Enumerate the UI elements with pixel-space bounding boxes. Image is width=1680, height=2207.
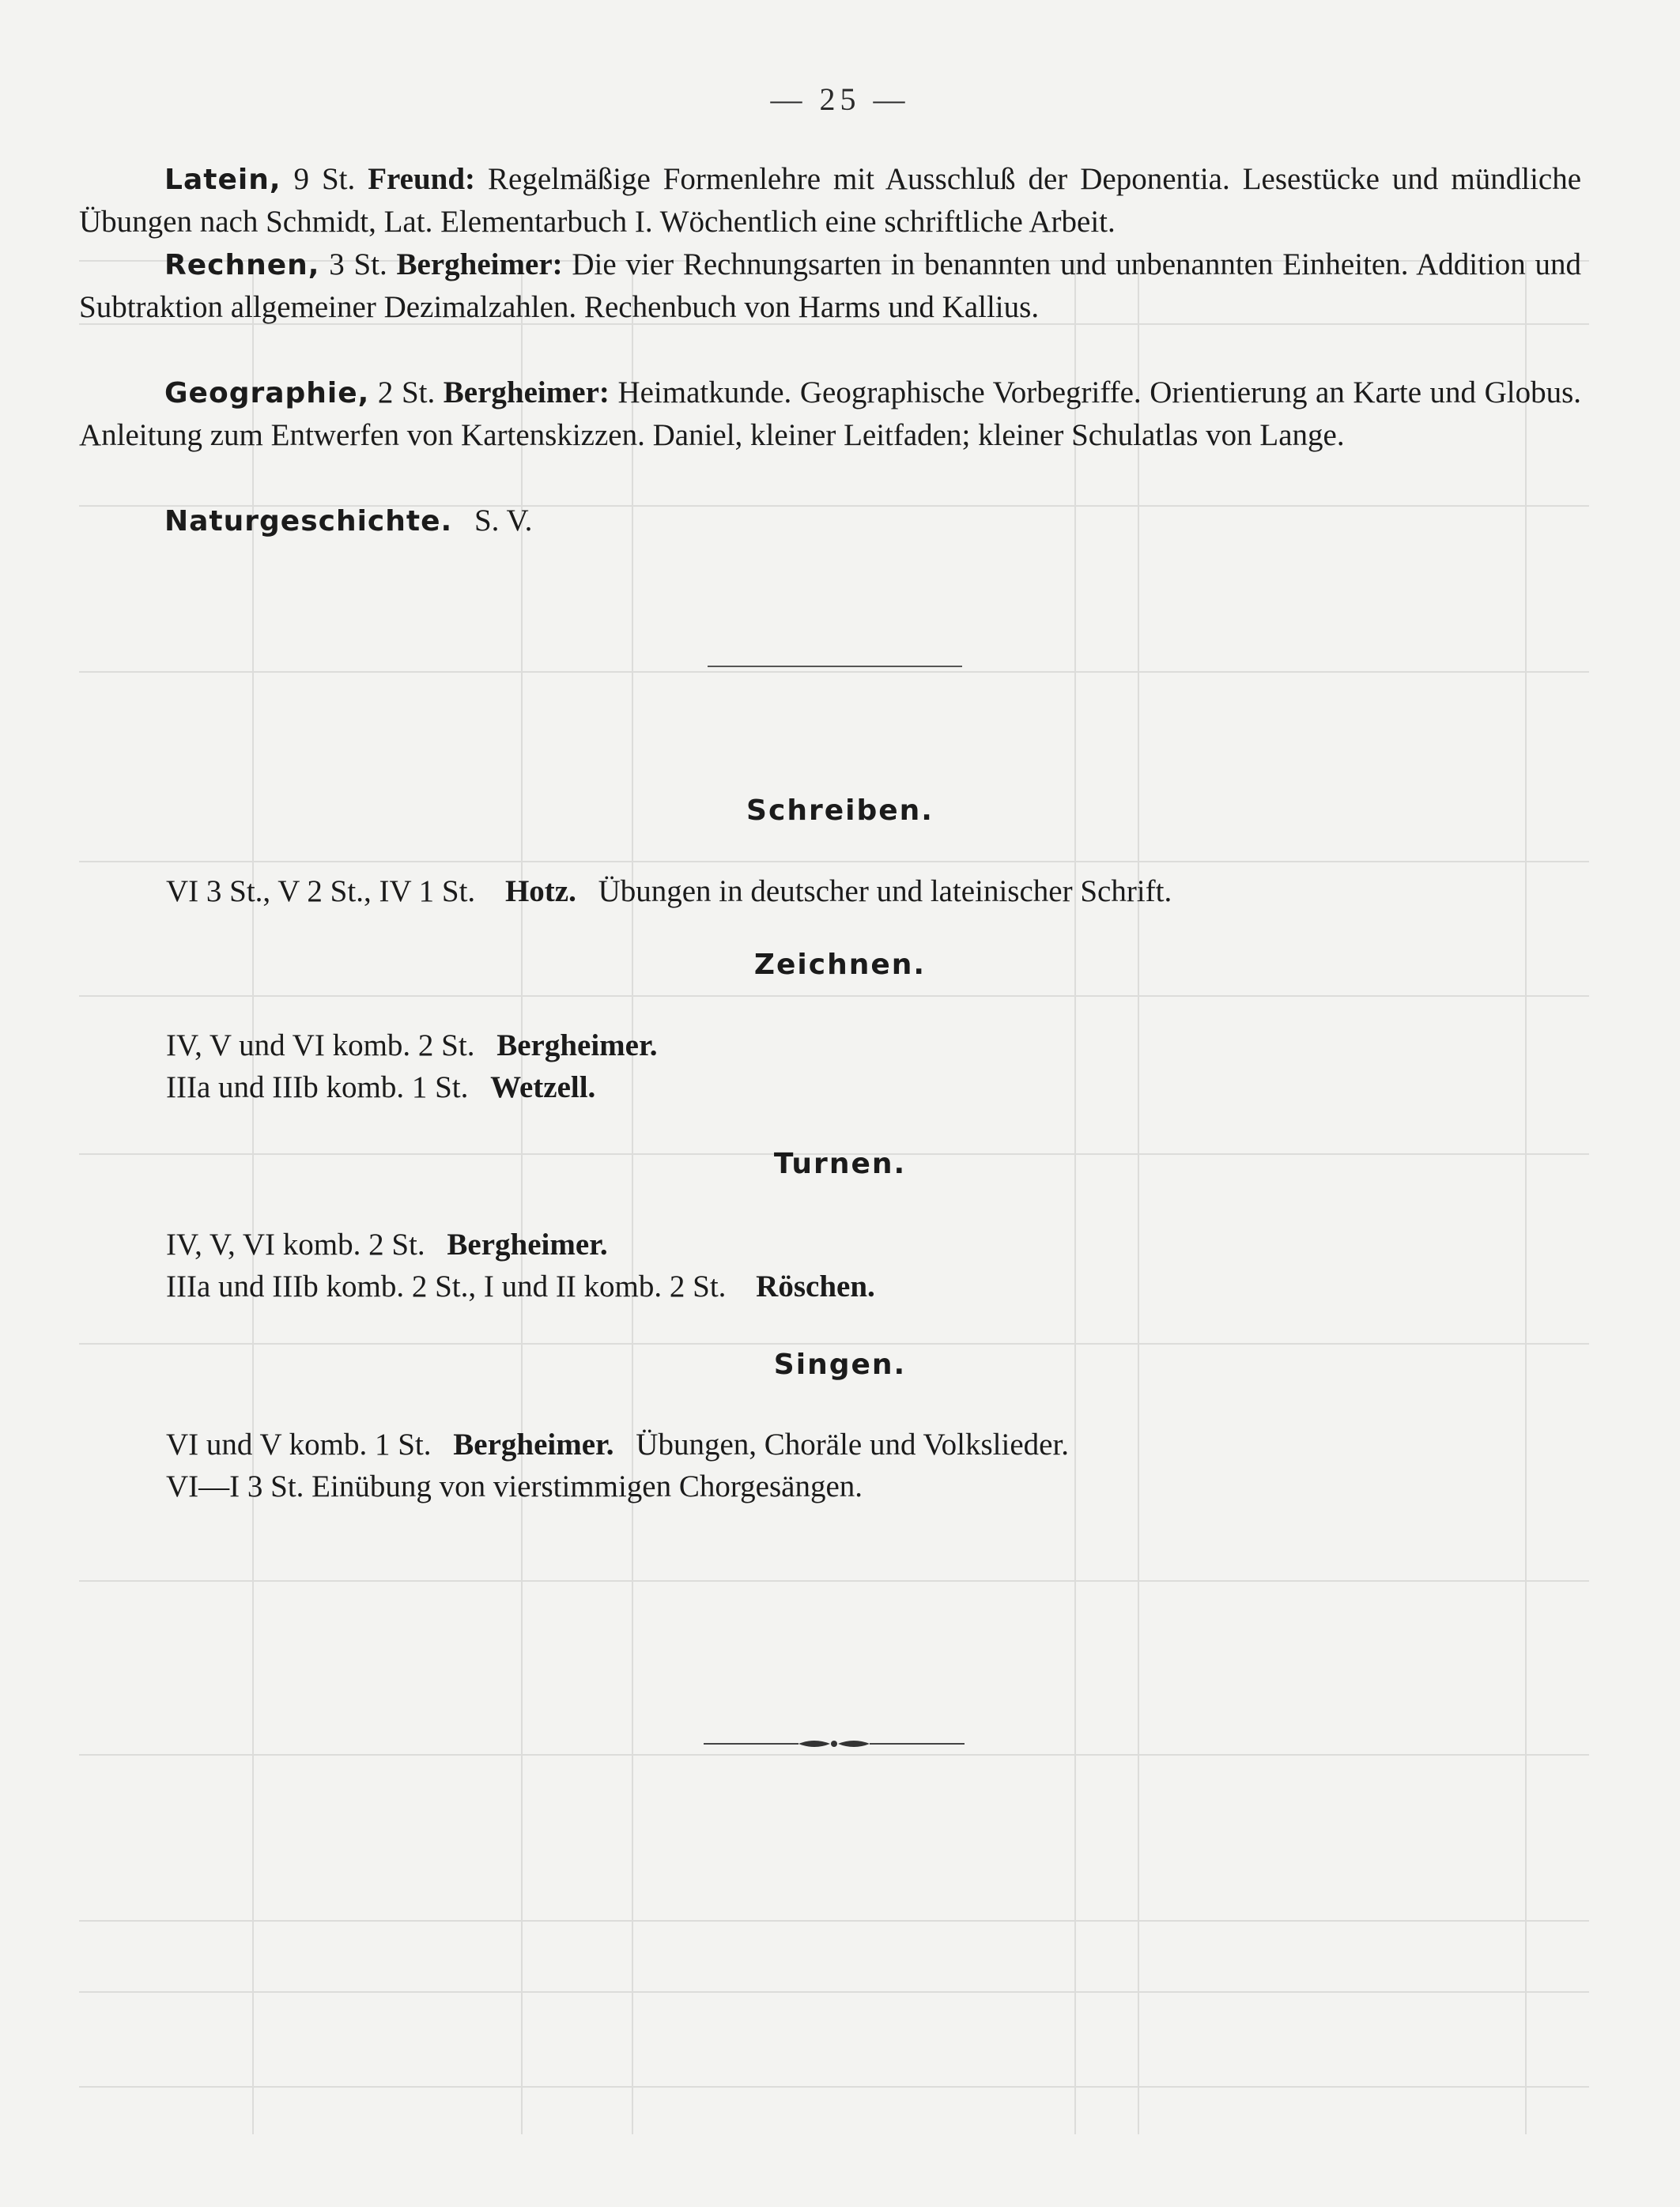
singen-classes: VI und V komb. 1 St.: [166, 1428, 432, 1462]
teacher-name: Bergheimer:: [396, 247, 563, 281]
subject-heading: Geographie,: [164, 377, 370, 409]
zeichnen-line-1: [166, 1028, 657, 1063]
singen-description: Übungen, Choräle und Volkslieder.: [636, 1428, 1070, 1462]
teacher-name: Bergheimer.: [496, 1028, 658, 1062]
teacher-name: Röschen.: [756, 1269, 875, 1303]
paragraph-text: Regelmäßige Formenlehre mit Ausschluß der Deponentia. Lesestücke und mündliche Übungen nach Schmidt, Lat. Elementarbuch I. Wöchentlich eine schriftliche Arbeit.: [79, 162, 1582, 239]
subject-heading: Naturgeschichte.: [164, 505, 453, 538]
hours: 3 St.: [329, 247, 387, 281]
teacher-name: Bergheimer:: [443, 375, 610, 409]
schreiben-line: [166, 873, 1172, 909]
zeichnen-classes: IIIa und IIIb komb. 1 St.: [166, 1070, 469, 1104]
teacher-name: Bergheimer.: [453, 1428, 614, 1462]
hours: 2 St.: [377, 375, 436, 409]
teacher-name: Wetzell.: [490, 1070, 596, 1104]
singen-line-1: [166, 1427, 1069, 1462]
section-heading-turnen: Turnen.: [773, 1148, 907, 1180]
teacher-name: Hotz.: [504, 874, 576, 908]
paragraph-naturgeschichte: [79, 500, 1581, 542]
paragraph-rechnen: [79, 243, 1581, 328]
schreiben-description: Übungen in deutscher und lateinischer Schrift.: [598, 874, 1172, 908]
section-heading-singen: Singen.: [773, 1349, 907, 1381]
section-divider: [708, 666, 962, 667]
hours: 9 St.: [293, 162, 356, 196]
zeichnen-classes: IV, V und VI komb. 2 St.: [166, 1028, 475, 1062]
section-heading-zeichnen: Zeichnen.: [753, 949, 927, 981]
teacher-name: Freund:: [368, 162, 476, 196]
paragraph-geographie: [79, 372, 1581, 456]
closing-flourish-ornament: [704, 1736, 965, 1752]
teacher-name: Bergheimer.: [447, 1228, 608, 1262]
turnen-line-1: [166, 1227, 608, 1262]
singen-line-2: VI—I 3 St. Einübung von vierstimmigen Chorgesängen.: [166, 1469, 863, 1503]
paragraph-latein: [79, 158, 1581, 243]
paragraph-text: Heimatkunde. Geographische Vorbegriffe. Orientierung an Karte und Globus. Anleitung zum Entwerfen von Kartenskizzen. Daniel, kleiner Leitfaden; kleiner Schulatlas von Lange.: [79, 375, 1582, 452]
paragraph-text: S. V.: [474, 504, 533, 538]
subject-heading: Latein,: [164, 164, 281, 196]
schreiben-classes: VI 3 St., V 2 St., IV 1 St.: [166, 874, 476, 908]
zeichnen-line-2: [166, 1070, 595, 1105]
turnen-classes: IV, V, VI komb. 2 St.: [166, 1228, 425, 1262]
subject-heading: Rechnen,: [164, 249, 320, 281]
page-number: — 25 —: [770, 81, 910, 117]
section-heading-schreiben: Schreiben.: [746, 794, 934, 827]
turnen-line-2: [166, 1269, 875, 1304]
turnen-classes: IIIa und IIIb komb. 2 St., I und II komb. 2 St.: [166, 1269, 727, 1303]
paragraph-text: Die vier Rechnungsarten in benannten und unbenannten Einheiten. Addition und Subtraktion allgemeiner Dezimalzahlen. Rechenbuch von Harms und Kallius.: [79, 247, 1582, 324]
